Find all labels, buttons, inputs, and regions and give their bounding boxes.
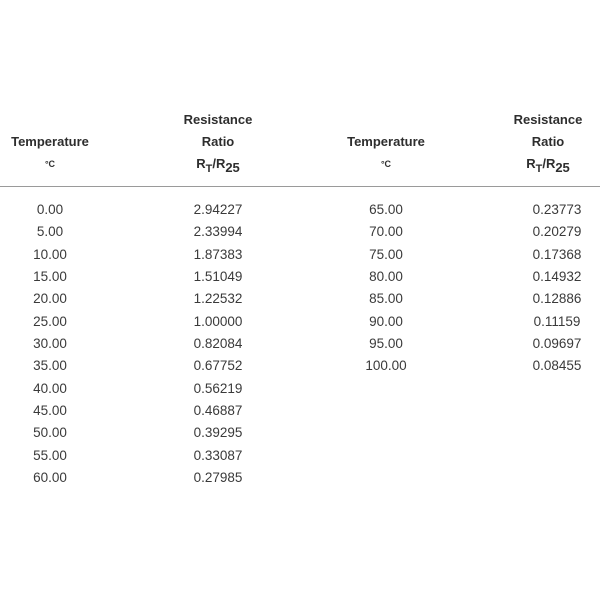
temperature-cell: 30.00 bbox=[33, 336, 67, 352]
ratio-cell: 0.27985 bbox=[193, 470, 243, 486]
ratio-cell: 0.82084 bbox=[193, 336, 243, 352]
left-ratio-symbol-t: T bbox=[205, 163, 213, 175]
temperature-cell: 90.00 bbox=[369, 313, 403, 329]
temperature-cell: 85.00 bbox=[369, 291, 403, 307]
ratio-cell: 1.87383 bbox=[193, 246, 243, 262]
ratio-cell: 1.51049 bbox=[193, 269, 243, 285]
temperature-cell: 80.00 bbox=[369, 269, 403, 285]
ratio-cell: 0.09697 bbox=[532, 336, 582, 352]
ratio-cell: 0.56219 bbox=[193, 380, 243, 396]
temperature-cell: 70.00 bbox=[369, 224, 403, 240]
ratio-cell: 2.33994 bbox=[193, 224, 243, 240]
temperature-cell: 75.00 bbox=[369, 246, 403, 262]
ratio-cell: 0.14932 bbox=[532, 269, 582, 285]
top-divider bbox=[0, 186, 600, 187]
right-temperature-column bbox=[354, 199, 418, 378]
right-temperature-label: Temperature bbox=[347, 134, 425, 149]
right-ratio-column bbox=[515, 199, 599, 378]
left-ratio-label-line2: Ratio bbox=[201, 134, 235, 149]
right-ratio-symbol-slash: /R bbox=[542, 156, 556, 171]
right-temperature-header bbox=[336, 131, 436, 175]
left-temperature-header bbox=[0, 131, 100, 175]
right-ratio-symbol-r: R bbox=[526, 156, 536, 171]
left-temperature-label: Temperature bbox=[11, 134, 89, 149]
right-ratio-label-line2: Ratio bbox=[531, 134, 565, 149]
temperature-cell: 65.00 bbox=[369, 202, 403, 217]
ratio-cell: 2.94227 bbox=[193, 202, 243, 217]
ratio-cell: 0.11159 bbox=[533, 313, 581, 329]
left-ratio-symbol bbox=[168, 153, 268, 176]
temperature-cell: 10.00 bbox=[33, 246, 67, 262]
temperature-cell: 55.00 bbox=[33, 447, 67, 463]
right-ratio-header bbox=[498, 109, 598, 176]
ratio-cell: 0.39295 bbox=[193, 425, 243, 441]
temperature-cell: 35.00 bbox=[33, 358, 67, 374]
temperature-cell: 40.00 bbox=[33, 380, 67, 396]
right-ratio-symbol bbox=[498, 153, 598, 176]
temperature-cell: 25.00 bbox=[33, 313, 67, 329]
left-ratio-label-line1: Resistance bbox=[183, 112, 253, 127]
temperature-cell: 45.00 bbox=[33, 403, 67, 419]
temperature-cell: 15.00 bbox=[33, 269, 67, 285]
ratio-cell: 0.46887 bbox=[193, 403, 243, 419]
left-ratio-symbol-slash: /R bbox=[212, 156, 226, 171]
temperature-cell: 5.00 bbox=[36, 224, 64, 240]
left-ratio-header bbox=[168, 109, 268, 176]
ratio-cell: 0.23773 bbox=[532, 202, 582, 217]
right-ratio-label-line1: Resistance bbox=[513, 112, 583, 127]
ratio-cell: 0.33087 bbox=[193, 447, 243, 463]
ratio-cell: 0.67752 bbox=[193, 358, 243, 374]
ratio-cell: 0.08455 bbox=[532, 358, 582, 374]
right-ratio-symbol-t: T bbox=[535, 163, 543, 175]
ratio-cell: 0.20279 bbox=[532, 224, 582, 240]
ratio-cell: 0.12886 bbox=[532, 291, 582, 307]
temperature-cell: 20.00 bbox=[33, 291, 67, 307]
ratio-cell: 1.00000 bbox=[193, 313, 243, 329]
temperature-cell: 100.00 bbox=[365, 358, 407, 374]
temperature-cell: 95.00 bbox=[369, 336, 403, 352]
right-temperature-unit: °C bbox=[380, 159, 392, 169]
left-temperature-unit: °C bbox=[44, 159, 56, 169]
left-ratio-symbol-r: R bbox=[196, 156, 206, 171]
temperature-cell: 0.00 bbox=[36, 202, 64, 217]
ratio-cell: 1.22532 bbox=[193, 291, 243, 307]
left-ratio-symbol-25: 25 bbox=[225, 160, 240, 175]
left-ratio-column bbox=[176, 199, 260, 489]
temperature-cell: 60.00 bbox=[33, 470, 67, 486]
ratio-cell: 0.17368 bbox=[532, 246, 582, 262]
right-ratio-symbol-25: 25 bbox=[555, 160, 570, 175]
temperature-cell: 50.00 bbox=[33, 425, 67, 441]
left-temperature-column bbox=[18, 199, 82, 489]
